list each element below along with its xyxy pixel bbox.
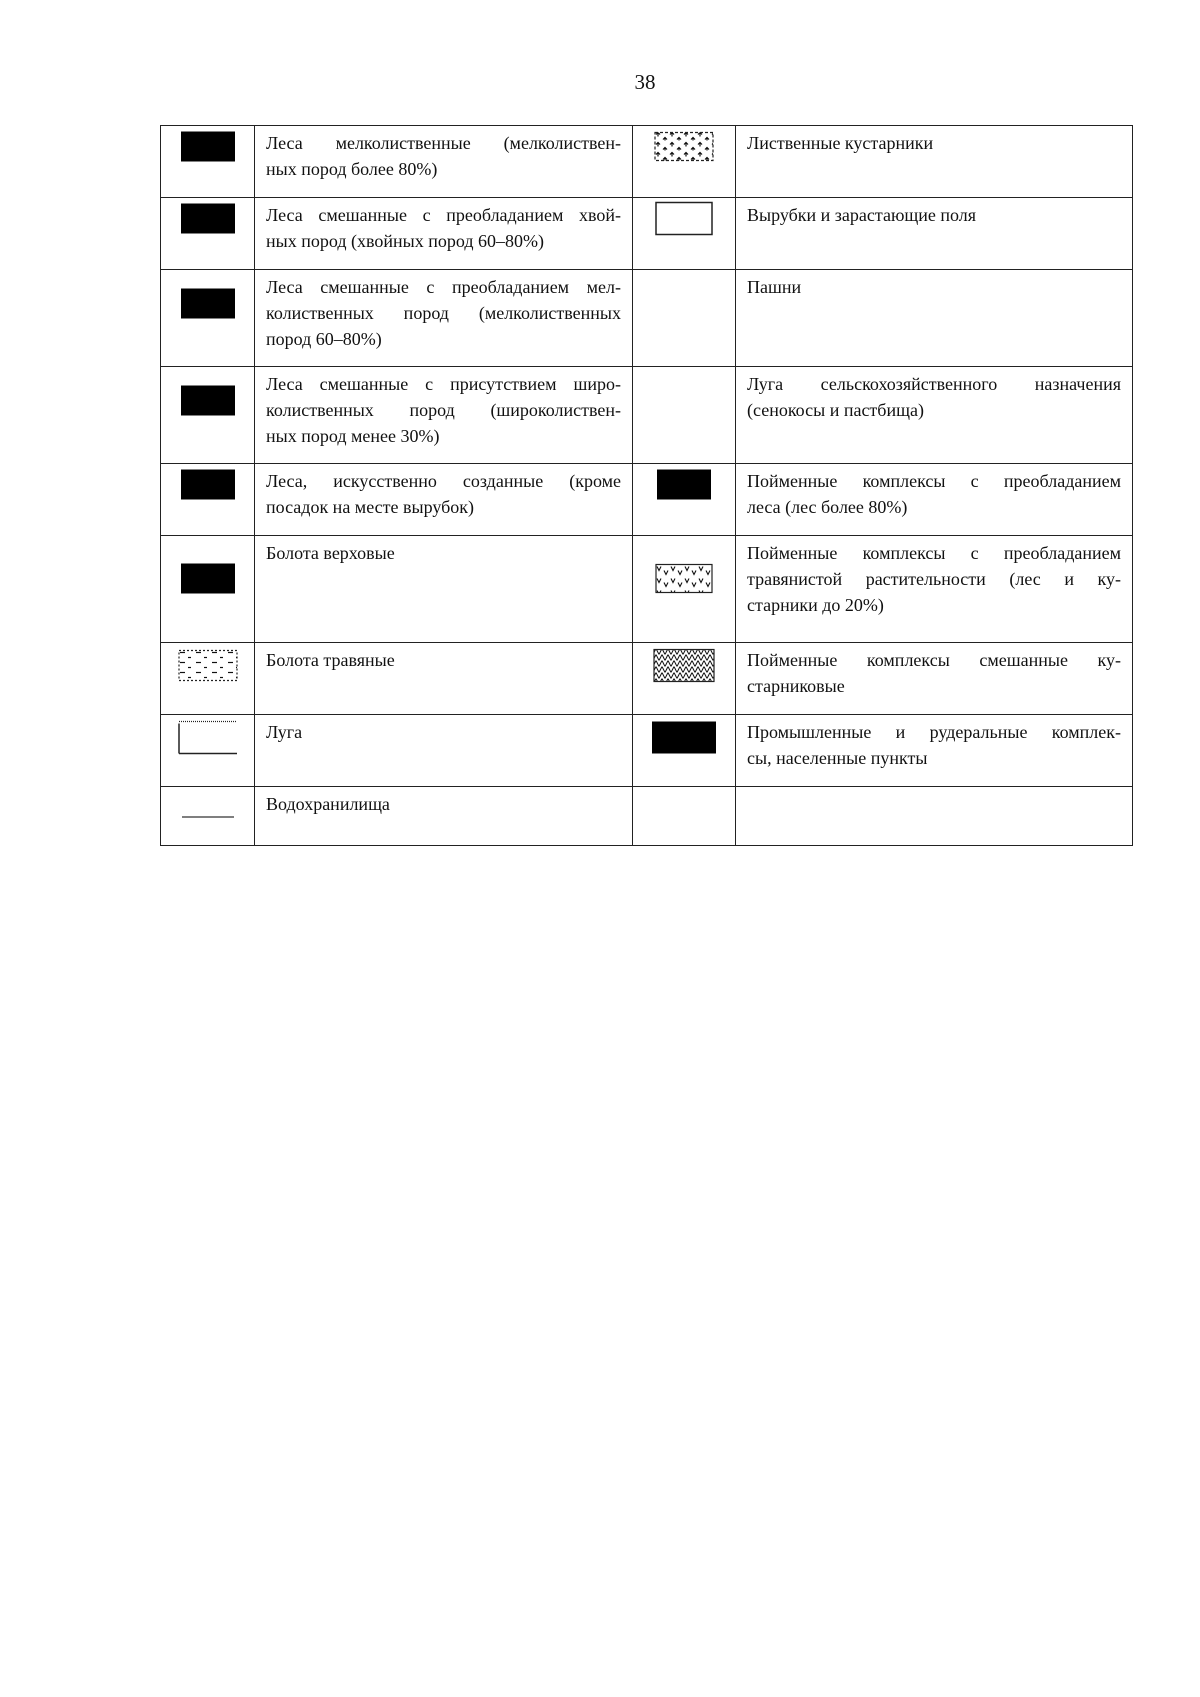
legend-right-symbol-cell bbox=[633, 787, 736, 846]
legend-right-description bbox=[736, 126, 1133, 198]
description-line: посадок на месте вырубок) bbox=[266, 497, 474, 517]
dark-mixed-small-leaved-swatch bbox=[180, 288, 236, 325]
description-line: Луга bbox=[266, 722, 303, 742]
legend-right-description bbox=[736, 643, 1133, 715]
description-line: старники до 20%) bbox=[747, 595, 884, 615]
legend-right-symbol-cell bbox=[633, 367, 736, 464]
legend-left-symbol-cell bbox=[161, 715, 255, 787]
legend-left-symbol-cell bbox=[161, 536, 255, 643]
legend-left-description bbox=[255, 536, 633, 643]
floodplain-grass-pattern-swatch bbox=[655, 563, 713, 598]
legend-left-description bbox=[255, 464, 633, 536]
description-line: Водохранилища bbox=[266, 794, 390, 814]
legend-row bbox=[161, 367, 1133, 464]
dark-industrial-swatch bbox=[651, 720, 717, 759]
legend-right-symbol-cell bbox=[633, 464, 736, 536]
description-line: старниковые bbox=[747, 676, 845, 696]
legend-row bbox=[161, 270, 1133, 367]
description-line: Промышленные и рудеральные комплек- bbox=[747, 722, 1121, 742]
dark-floodplain-forest-swatch bbox=[656, 468, 712, 505]
legend-row bbox=[161, 643, 1133, 715]
dark-raised-bog-swatch bbox=[180, 562, 236, 599]
dark-mixed-coniferous-swatch bbox=[180, 202, 236, 239]
floodplain-shrub-pattern-swatch bbox=[653, 648, 715, 687]
description-line: Леса, искусственно созданные (кроме bbox=[266, 471, 621, 491]
legend-left-symbol-cell bbox=[161, 126, 255, 198]
legend-row bbox=[161, 198, 1133, 270]
description-line: Леса мелколиственные (мелколиствен- bbox=[266, 133, 621, 153]
legend-right-description bbox=[736, 367, 1133, 464]
legend-right-description bbox=[736, 464, 1133, 536]
legend-left-description bbox=[255, 367, 633, 464]
description-line: сы, населенные пункты bbox=[747, 748, 928, 768]
empty-outline-swatch bbox=[655, 201, 713, 240]
legend-left-description bbox=[255, 787, 633, 846]
legend-left-symbol-cell bbox=[161, 643, 255, 715]
description-line: Лиственные кустарники bbox=[747, 133, 934, 153]
legend-right-symbol-cell bbox=[633, 126, 736, 198]
legend-right-description bbox=[736, 198, 1133, 270]
description-line: колиственных пород (широколиствен- bbox=[266, 400, 621, 420]
description-line: Леса смешанные с присутствием широ- bbox=[266, 374, 621, 394]
description-line: ных пород менее 30%) bbox=[266, 426, 440, 446]
description-line: травянистой растительности (лес и ку- bbox=[747, 569, 1121, 589]
description-line: Болота верховые bbox=[266, 543, 395, 563]
dark-artificial-forest-swatch bbox=[180, 468, 236, 505]
legend-right-description bbox=[736, 270, 1133, 367]
legend-right-symbol-cell bbox=[633, 643, 736, 715]
legend-right-description bbox=[736, 715, 1133, 787]
legend-left-symbol-cell bbox=[161, 464, 255, 536]
legend-left-description bbox=[255, 198, 633, 270]
legend-row bbox=[161, 787, 1133, 846]
description-line: пород 60–80%) bbox=[266, 329, 382, 349]
description-line: ных пород более 80%) bbox=[266, 159, 438, 179]
description-line: колиственных пород (мелколиственных bbox=[266, 303, 621, 323]
legend-right-symbol-cell bbox=[633, 536, 736, 643]
legend-row bbox=[161, 126, 1133, 198]
legend-right-description bbox=[736, 536, 1133, 643]
page-number: 38 bbox=[634, 70, 656, 94]
legend-left-symbol-cell bbox=[161, 270, 255, 367]
description-line: Луга сельскохозяйственного назначения bbox=[747, 374, 1121, 394]
legend-left-description bbox=[255, 126, 633, 198]
reservoir-line-swatch bbox=[180, 807, 236, 825]
legend-right-symbol-cell bbox=[633, 715, 736, 787]
legend-row bbox=[161, 715, 1133, 787]
description-line: Вырубки и зарастающие поля bbox=[747, 205, 977, 225]
description-line: Леса смешанные с преобладанием хвой- bbox=[266, 205, 621, 225]
deciduous-shrubs-pattern-swatch bbox=[654, 131, 714, 166]
legend-left-description bbox=[255, 643, 633, 715]
legend-left-symbol-cell bbox=[161, 787, 255, 846]
dark-forest-small-leaved-swatch bbox=[180, 130, 236, 167]
legend-left-description bbox=[255, 270, 633, 367]
meadow-line-swatch bbox=[177, 719, 239, 760]
legend-row bbox=[161, 536, 1133, 643]
legend-left-symbol-cell bbox=[161, 367, 255, 464]
description-line: Пойменные комплексы с преобладанием bbox=[747, 471, 1121, 491]
description-line: (сенокосы и пастбища) bbox=[747, 400, 924, 420]
legend-left-description bbox=[255, 715, 633, 787]
description-line: Пашни bbox=[747, 277, 802, 297]
description-line: леса (лес более 80%) bbox=[747, 497, 908, 517]
dark-mixed-broad-leaved-swatch bbox=[180, 385, 236, 422]
description-line: Болота травяные bbox=[266, 650, 395, 670]
legend-right-symbol-cell bbox=[633, 270, 736, 367]
description-line: Леса смешанные с преобладанием мел- bbox=[266, 277, 621, 297]
legend-right-description bbox=[736, 787, 1133, 846]
legend-left-symbol-cell bbox=[161, 198, 255, 270]
legend-row bbox=[161, 464, 1133, 536]
description-line: Пойменные комплексы смешанные ку- bbox=[747, 650, 1121, 670]
description-line: Пойменные комплексы с преобладанием bbox=[747, 543, 1121, 563]
legend-table bbox=[160, 125, 1133, 846]
legend-right-symbol-cell bbox=[633, 198, 736, 270]
description-line: ных пород (хвойных пород 60–80%) bbox=[266, 231, 544, 251]
grass-bog-dashed-swatch bbox=[178, 649, 238, 686]
